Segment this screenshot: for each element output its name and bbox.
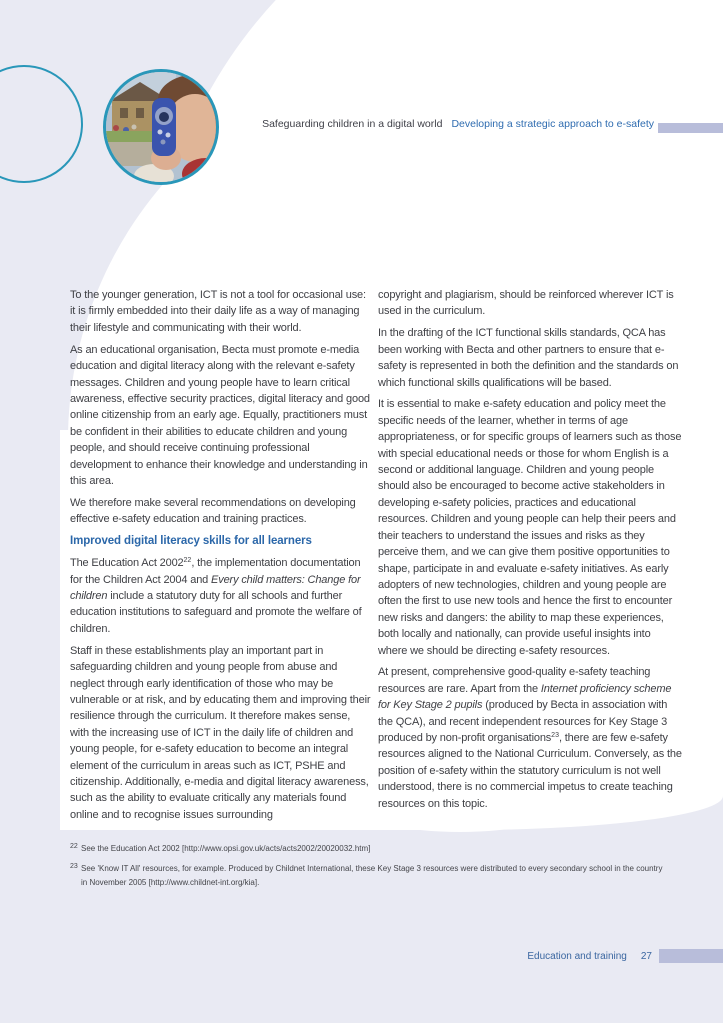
decorative-circle-outline (0, 65, 83, 183)
paragraph: In the drafting of the ICT functional skills standards, QCA has been working with Becta and other partners to ensure that e-safety is represented in both the definition and the standards on which functional skills qualifications will be based. (378, 327, 679, 389)
photo-child-with-viewer (103, 69, 219, 185)
photo-illustration (106, 72, 216, 182)
footnote-23 (70, 862, 666, 890)
section-heading: Improved digital literacy skills for all learners (70, 535, 312, 548)
running-header-section: Developing a strategic approach to e-safety (451, 118, 654, 130)
paragraph: The Education Act 2002$^{22}$, the implementation documentation for the Children Act 2004 and Every child matters: Change for children include a statutory duty for all schools and further education institutions to safeguard and promote the welfare of children. (70, 557, 362, 635)
left-column (70, 287, 372, 829)
footer-page-number: 27 (640, 950, 652, 962)
footnotes (70, 842, 666, 896)
footer-section-label: Education and training (527, 950, 627, 962)
paragraph: Staff in these establishments play an important part in safeguarding children and young people from abuse and neglect through early identification of those who may be vulnerable or at risk, and by educating them and improving their resilience through the curriculum. It therefore makes sense, with the increasing use of ICT in the daily life of children and young people, for e-safety education to become an integral element of the curriculum in areas such as ICT, PSHE and citizenship. Additionally, e-media and digital literacy awareness, such as the ability to evaluate critically any materials found online and to recognise issues surrounding (70, 644, 371, 821)
running-header (262, 117, 654, 131)
footnote-number: 23 (70, 863, 78, 870)
right-column (378, 287, 682, 818)
paragraph: As an educational organisation, Becta must promote e-media education and digital literacy along with the relevant e-safety messages. Children and young people have to learn critical awareness, effective security practices, digital literacy and good online citizenship from an early age. Equally, practitioners must be confident in their abilities to educate children and young people, and should receive continuing professional development to enhance their knowledge and understanding in this area. (70, 343, 370, 487)
footnote-text: See the Education Act 2002 [http://www.opsi.gov.uk/acts/acts2002/20020032.htm] (81, 844, 371, 853)
footnote-number: 22 (70, 843, 78, 850)
running-header-title: Safeguarding children in a digital world (262, 118, 443, 130)
paragraph: At present, comprehensive good-quality e-safety teaching resources are rare. Apart from the Internet proficiency scheme for Key Stage 2 pupils (produced by Becta in association with the QCA), and recent independent resources for Key Stage 3 produced by non-profit organisations$^{23}$, there are few e-safety resources aligned to the National Curriculum. Conversely, as the position of e-safety within the statutory curriculum is not well understood, there is no commercial impetus to create teaching resources on this topic. (378, 666, 682, 810)
footnote-text: See 'Know IT All' resources, for example. Produced by Childnet International, these Key Stage 3 resources were distributed to every secondary school in the country in November 2005 [http://www.childnet-int.org/kia]. (81, 864, 663, 887)
page-footer (527, 949, 652, 963)
paragraph: We therefore make several recommendations on developing effective e-safety education and training practices. (70, 496, 356, 526)
paragraph: To the younger generation, ICT is not a tool for occasional use: it is firmly embedded into their daily life as a way of managing their lifestyle and communicating with their world. (70, 289, 366, 334)
footer-accent-bar (659, 949, 723, 963)
footnote-22 (70, 842, 666, 856)
header-accent-bar (658, 123, 723, 133)
paragraph: It is essential to make e-safety education and policy meet the specific needs of the learner, whether in terms of age appropriateness, or for specific groups of learners such as those with special educational needs or those for whom English is a second or additional language. Children and young people should also be encouraged to become active stakeholders in developing e-safety policies, practices and educational resources. Children and young people can help their peers and their teachers to understand the issues and risks as they perceive them, and we can give them positive opportunities to shape, participate in and evaluate e-safety initiatives. As early adopters of new technologies, children and young people are often the first to use new tools and hence the first to encounter new risks and dangers: the ability to map these experiences, both locally and nationally, can provide useful insights into where we should be directing e-safety resources. (378, 398, 682, 657)
paragraph: copyright and plagiarism, should be reinforced wherever ICT is used in the curriculum. (378, 289, 674, 318)
